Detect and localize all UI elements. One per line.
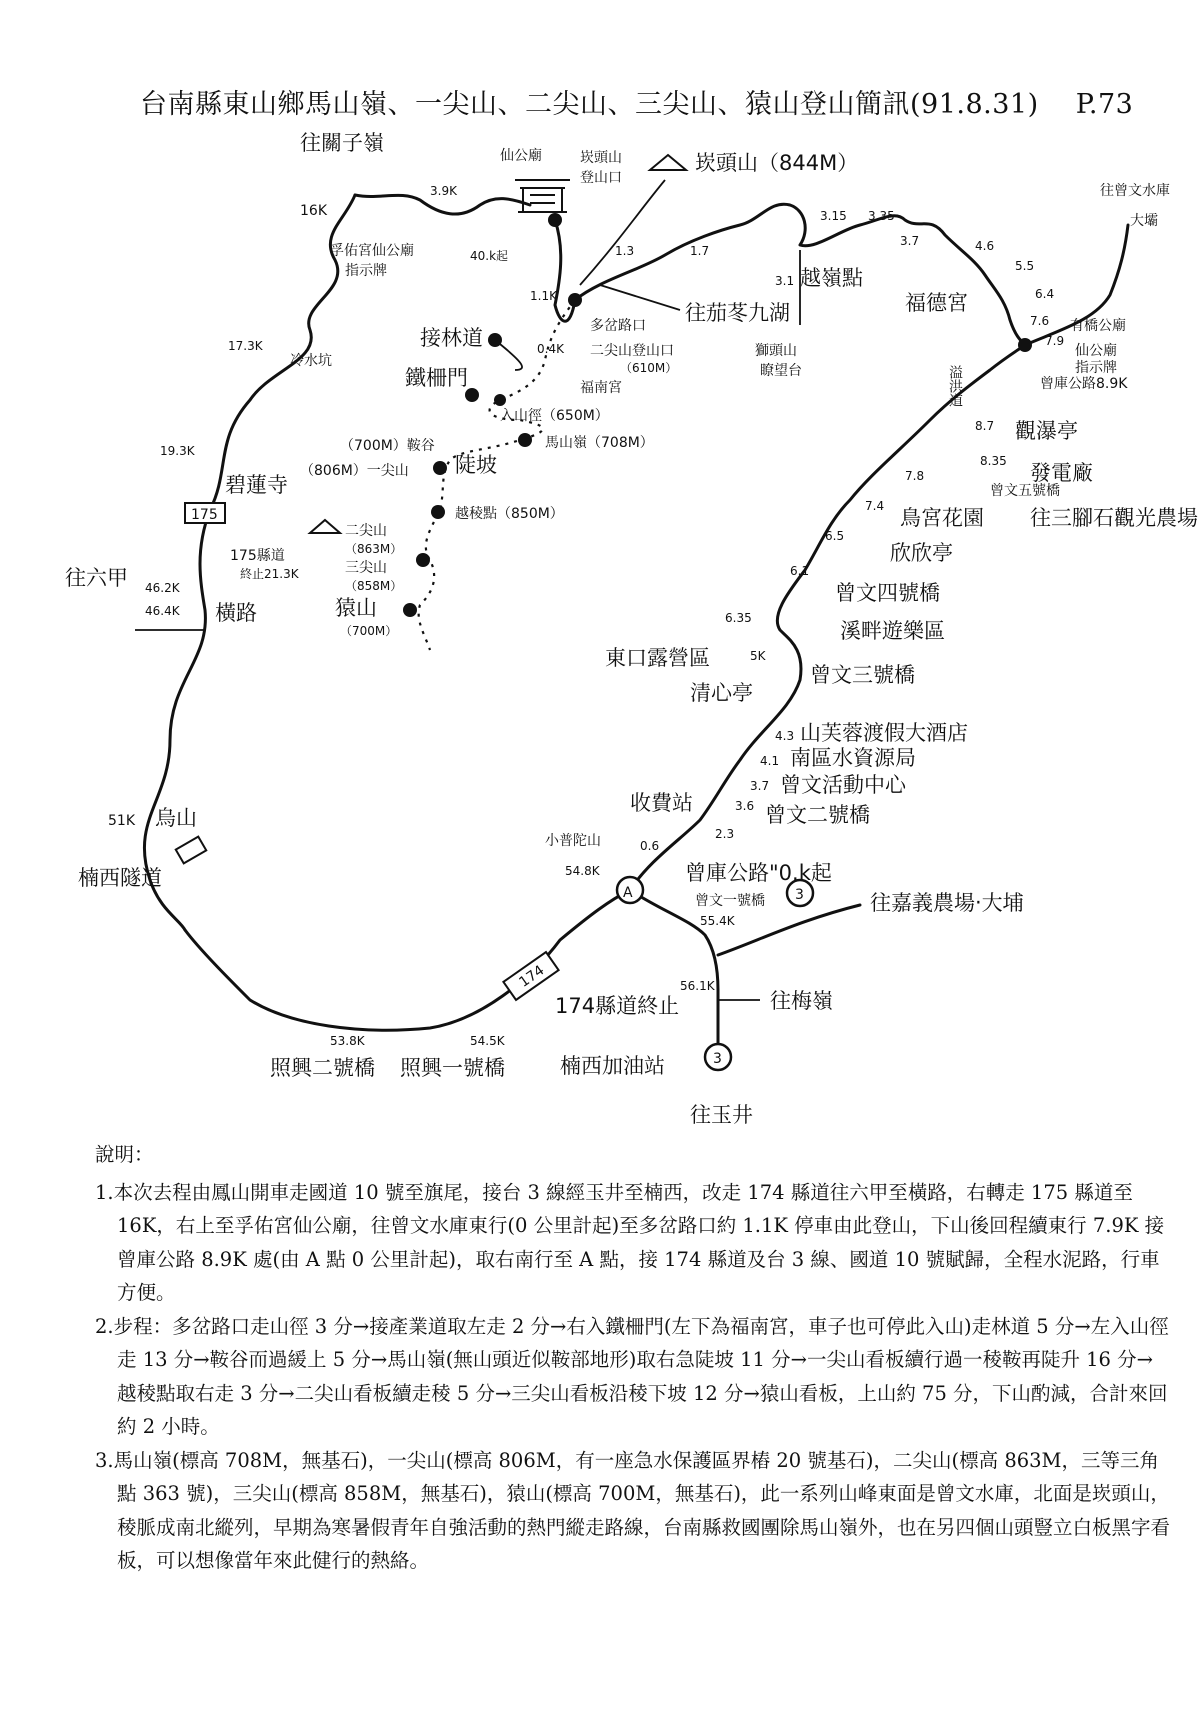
rd174-label: 174 — [516, 962, 548, 991]
label-sanjian: 三尖山 — [345, 560, 387, 576]
label-zengku0: 曾庫公路"0.k起 — [685, 861, 832, 885]
node-yijian — [433, 461, 447, 475]
label-shizi2: 瞭望台 — [760, 363, 802, 379]
dist-06: 0.6 — [640, 839, 660, 853]
label-xiaopu: 小普陀山 — [545, 833, 601, 849]
dist-193k: 19.3K — [160, 444, 195, 458]
node-temple — [548, 213, 562, 227]
route3-label-south: 3 — [713, 1051, 722, 1067]
label-erjian-elev: （863M） — [345, 542, 403, 556]
label-tantou-trail2: 登山口 — [580, 170, 622, 186]
label-fuyou-sign: 孚佑宮仙公廟 — [330, 243, 414, 259]
label-andao: （700M）鞍谷 — [340, 438, 435, 454]
label-fork: 多岔路口 — [590, 318, 646, 334]
dist-5k: 5K — [750, 649, 766, 663]
label-sanjiao: 往三腳石觀光農場 — [1030, 506, 1198, 530]
node-andao — [494, 394, 506, 406]
label-yueling: 越稜點（850M） — [455, 506, 564, 522]
label-nanxi-gas: 楠西加油站 — [560, 1054, 665, 1078]
dist-51k: 51K — [108, 813, 135, 829]
label-xiangong-sign2: 指示牌 — [1075, 360, 1117, 376]
label-liujia: 往六甲 — [65, 566, 128, 590]
node-mashan — [518, 433, 532, 447]
label-jiuzhou: 往茄苳九湖 — [685, 301, 790, 325]
dist-548k: 54.8K — [565, 864, 600, 878]
dist-464k: 46.4K — [145, 604, 180, 618]
dist-635: 6.35 — [725, 611, 752, 625]
label-zw4: 曾文四號橋 — [835, 581, 940, 605]
label-dingguan: 往曾文水庫 — [1100, 183, 1170, 199]
label-yujing: 往玉井 — [690, 1103, 753, 1127]
dist-87: 8.7 — [975, 419, 995, 433]
dist-462k: 46.2K — [145, 581, 180, 595]
label-jianshan2-trail: 二尖山登山口 — [590, 343, 674, 359]
route-map — [0, 120, 1200, 1140]
label-shizi: 獅頭山 — [755, 343, 797, 359]
dist-41: 4.1 — [760, 754, 780, 768]
label-sanjian-elev: （858M） — [345, 579, 403, 593]
label-yuan-elev: （700M） — [340, 624, 398, 638]
dist-43: 4.3 — [775, 729, 795, 743]
note-item: 1.本次去程由鳳山開車走國道 10 號至旗尾，接台 3 線經玉井至楠西，改走 174 縣道往六甲至橫路，右轉走 175 縣道至 16K，右上至孚佑宮仙公廟，往曾文水庫東行(0 公里計起)至多岔路口約 1.1K 停車由此登山，下山後回程續東行 7.9K 接曾庫公路 8.9K 處(由 A 點 0 公里計起)，取右南行至 A 點，接 174 縣道及台 3 線、國道 10 號賦歸，全程水泥路，行車方便。 — [95, 1180, 1165, 1305]
label-shoufei: 收費站 — [630, 791, 693, 815]
dist-39k: 3.9K — [430, 184, 457, 198]
label-bilian: 碧蓮寺 — [225, 473, 288, 497]
dist-13: 1.3 — [615, 244, 635, 258]
label-yijian: （806M）一尖山 — [300, 463, 409, 479]
title-text: 台南縣東山鄉馬山嶺、一尖山、二尖山、三尖山、猿山登山簡訊(91.8.31) — [140, 89, 1039, 120]
node-a-label: A — [623, 885, 633, 901]
label-mashan: 馬山嶺（708M） — [545, 435, 654, 451]
label-tantou-trail: 崁頭山 — [580, 150, 622, 166]
label-pantian: 溪畔遊樂區 — [840, 619, 945, 643]
dist-37: 3.7 — [900, 234, 920, 248]
label-yihong: 溢洪道 — [947, 365, 963, 407]
label-zhaoxing2: 照興二號橋 — [270, 1056, 375, 1080]
label-xinxin: 欣欣亭 — [890, 541, 953, 565]
dist-65: 6.5 — [825, 529, 845, 543]
label-niaogong: 鳥宮花園 — [900, 506, 984, 530]
label-meiling: 往梅嶺 — [770, 989, 833, 1013]
label-trail-elev: （610M） — [620, 361, 678, 375]
label-lengshui: 冷水坑 — [290, 353, 332, 369]
dist-335: 3.35 — [868, 209, 895, 223]
road-to-jiayi — [718, 905, 860, 955]
label-jiayi: 往嘉義農場‧大埔 — [870, 891, 1024, 915]
label-zw2: 曾文二號橋 — [765, 803, 870, 827]
dist-36: 3.6 — [735, 799, 755, 813]
note-item: 2.步程：多岔路口走山徑 3 分→接產業道取左走 2 分→右入鐵柵門(左下為福南宮，車子也可停此入山)走林道 5 分→左入山徑走 13 分→鞍谷而過緩上 5 分→馬山嶺(無山頭近似鞍部地形)取右急陡坡 11 分→一尖山看板續行過一稜鞍再陡升 16 分→越稜點取右走 3 分→二尖山看板續走稜 5 分→三尖山看板沿稜下坡 12 分→猿山看板，上山約 75 分，下山酌減，合計來回約 2 小時。 — [95, 1314, 1169, 1439]
node-yuan — [403, 603, 417, 617]
dist-16k: 16K — [300, 203, 327, 219]
note-item: 3.馬山嶺(標高 708M，無基石)，一尖山(標高 806M，有一座急水保護區界樁 20 號基石)，二尖山(標高 863M，三等三角點 363 號)，三尖山(標高 858M，無基石)，猿山(標高 700M，無基石)，此一系列山峰東面是曾文水庫，北面是崁頭山，稜脈成南北縱列，早期為寒暑假青年自強活動的熱門縱走路線，台南縣救國團除馬山嶺外，也在另四個山頭豎立白板黑字看板，可以想像當年來此健行的熱絡。 — [95, 1448, 1171, 1573]
label-youying: 有橋公廟 — [1070, 318, 1126, 334]
erjian-triangle — [310, 520, 340, 533]
label-nanqu: 南區水資源局 — [790, 746, 916, 770]
spur-jiuzhou — [600, 285, 680, 310]
dist-31: 3.1 — [775, 274, 795, 288]
label-fude: 福德宮 — [905, 291, 968, 315]
dist-55: 5.5 — [1015, 259, 1035, 273]
label-zw1: 曾文一號橋 — [695, 893, 765, 909]
label-qingxin: 清心亭 — [690, 681, 753, 705]
label-zengku: 曾庫公路8.9K — [1040, 376, 1128, 392]
label-dingguan2: 大壩 — [1130, 213, 1158, 229]
label-rd174-end: 174縣道終止 — [555, 994, 680, 1018]
dist-40k: 40.k起 — [470, 249, 509, 263]
dist-561k: 56.1K — [680, 979, 715, 993]
label-guanziling: 往關子嶺 — [300, 131, 384, 155]
dist-64: 6.4 — [1035, 287, 1055, 301]
dist-79: 7.9 — [1045, 334, 1065, 348]
dist-554k: 55.4K — [700, 914, 735, 928]
node-fork — [568, 293, 582, 307]
node-yueling — [431, 505, 445, 519]
xianggong-temple-icon — [515, 180, 570, 212]
node-jielin — [488, 333, 502, 347]
page-title — [140, 82, 1133, 121]
dist-538k: 53.8K — [330, 1034, 365, 1048]
label-shanfurong: 山芙蓉渡假大酒店 — [800, 721, 968, 745]
route3-label-east: 3 — [795, 887, 804, 903]
dist-74: 7.4 — [865, 499, 885, 513]
label-xianggong: 仙公廟 — [500, 148, 542, 164]
label-zw3: 曾文三號橋 — [810, 663, 915, 687]
dist-545k: 54.5K — [470, 1034, 505, 1048]
label-dongkou: 東口露營區 — [605, 646, 710, 670]
label-rd175-end: 175縣道 — [230, 548, 285, 564]
page-number: P.73 — [1075, 89, 1134, 120]
node-dam-temple — [1018, 338, 1032, 352]
dist-17: 1.7 — [690, 244, 710, 258]
label-henglu: 橫路 — [215, 601, 257, 625]
dist-78: 7.8 — [905, 469, 925, 483]
dist-76: 7.6 — [1030, 314, 1050, 328]
node-entry — [465, 388, 479, 402]
label-entry: 入山徑（650M） — [500, 408, 609, 424]
label-huodong: 曾文活動中心 — [780, 773, 906, 797]
nanxi-tunnel-box — [176, 837, 207, 864]
dist-37b: 3.7 — [750, 779, 770, 793]
tantou-triangle — [650, 155, 686, 170]
dist-04k: 0.4K — [537, 342, 564, 356]
label-doupo: 陡坡 — [455, 453, 497, 477]
label-nanxi-tunnel: 楠西隧道 — [78, 866, 162, 890]
dist-173k: 17.3K — [228, 339, 263, 353]
dist-835: 8.35 — [980, 454, 1007, 468]
label-yuan: 猿山 — [335, 596, 377, 620]
label-zhaoxing1: 照興一號橋 — [400, 1056, 505, 1080]
dist-315: 3.15 — [820, 209, 847, 223]
label-wushan: 烏山 — [155, 806, 197, 830]
label-zw5: 曾文五號橋 — [990, 483, 1060, 499]
dist-61: 6.1 — [790, 564, 810, 578]
dist-11k: 1.1K — [530, 289, 557, 303]
node-sanjian — [416, 553, 430, 567]
label-guanpu: 觀瀑亭 — [1015, 419, 1078, 443]
spur-tantou — [580, 180, 665, 285]
label-jielin: 接林道 — [420, 326, 483, 350]
label-tantou: 崁頭山（844M） — [695, 151, 859, 175]
label-funan: 福南宮 — [580, 380, 622, 396]
label-yueling-pt: 越嶺點 — [800, 266, 863, 290]
dist-23: 2.3 — [715, 827, 735, 841]
rd175-label: 175 — [191, 507, 218, 523]
label-rd175-end2: 終止21.3K — [240, 567, 299, 581]
label-tiezha: 鐵柵門 — [405, 366, 468, 390]
label-fadian: 發電廠 — [1030, 461, 1093, 485]
notes-section — [95, 1138, 1170, 1578]
label-erjian: 二尖山 — [345, 523, 387, 539]
label-xiangong-sign: 仙公廟 — [1075, 343, 1117, 359]
dist-46: 4.6 — [975, 239, 995, 253]
label-fuyou-sign2: 指示牌 — [345, 263, 387, 279]
notes-heading: 說明： — [95, 1143, 154, 1166]
